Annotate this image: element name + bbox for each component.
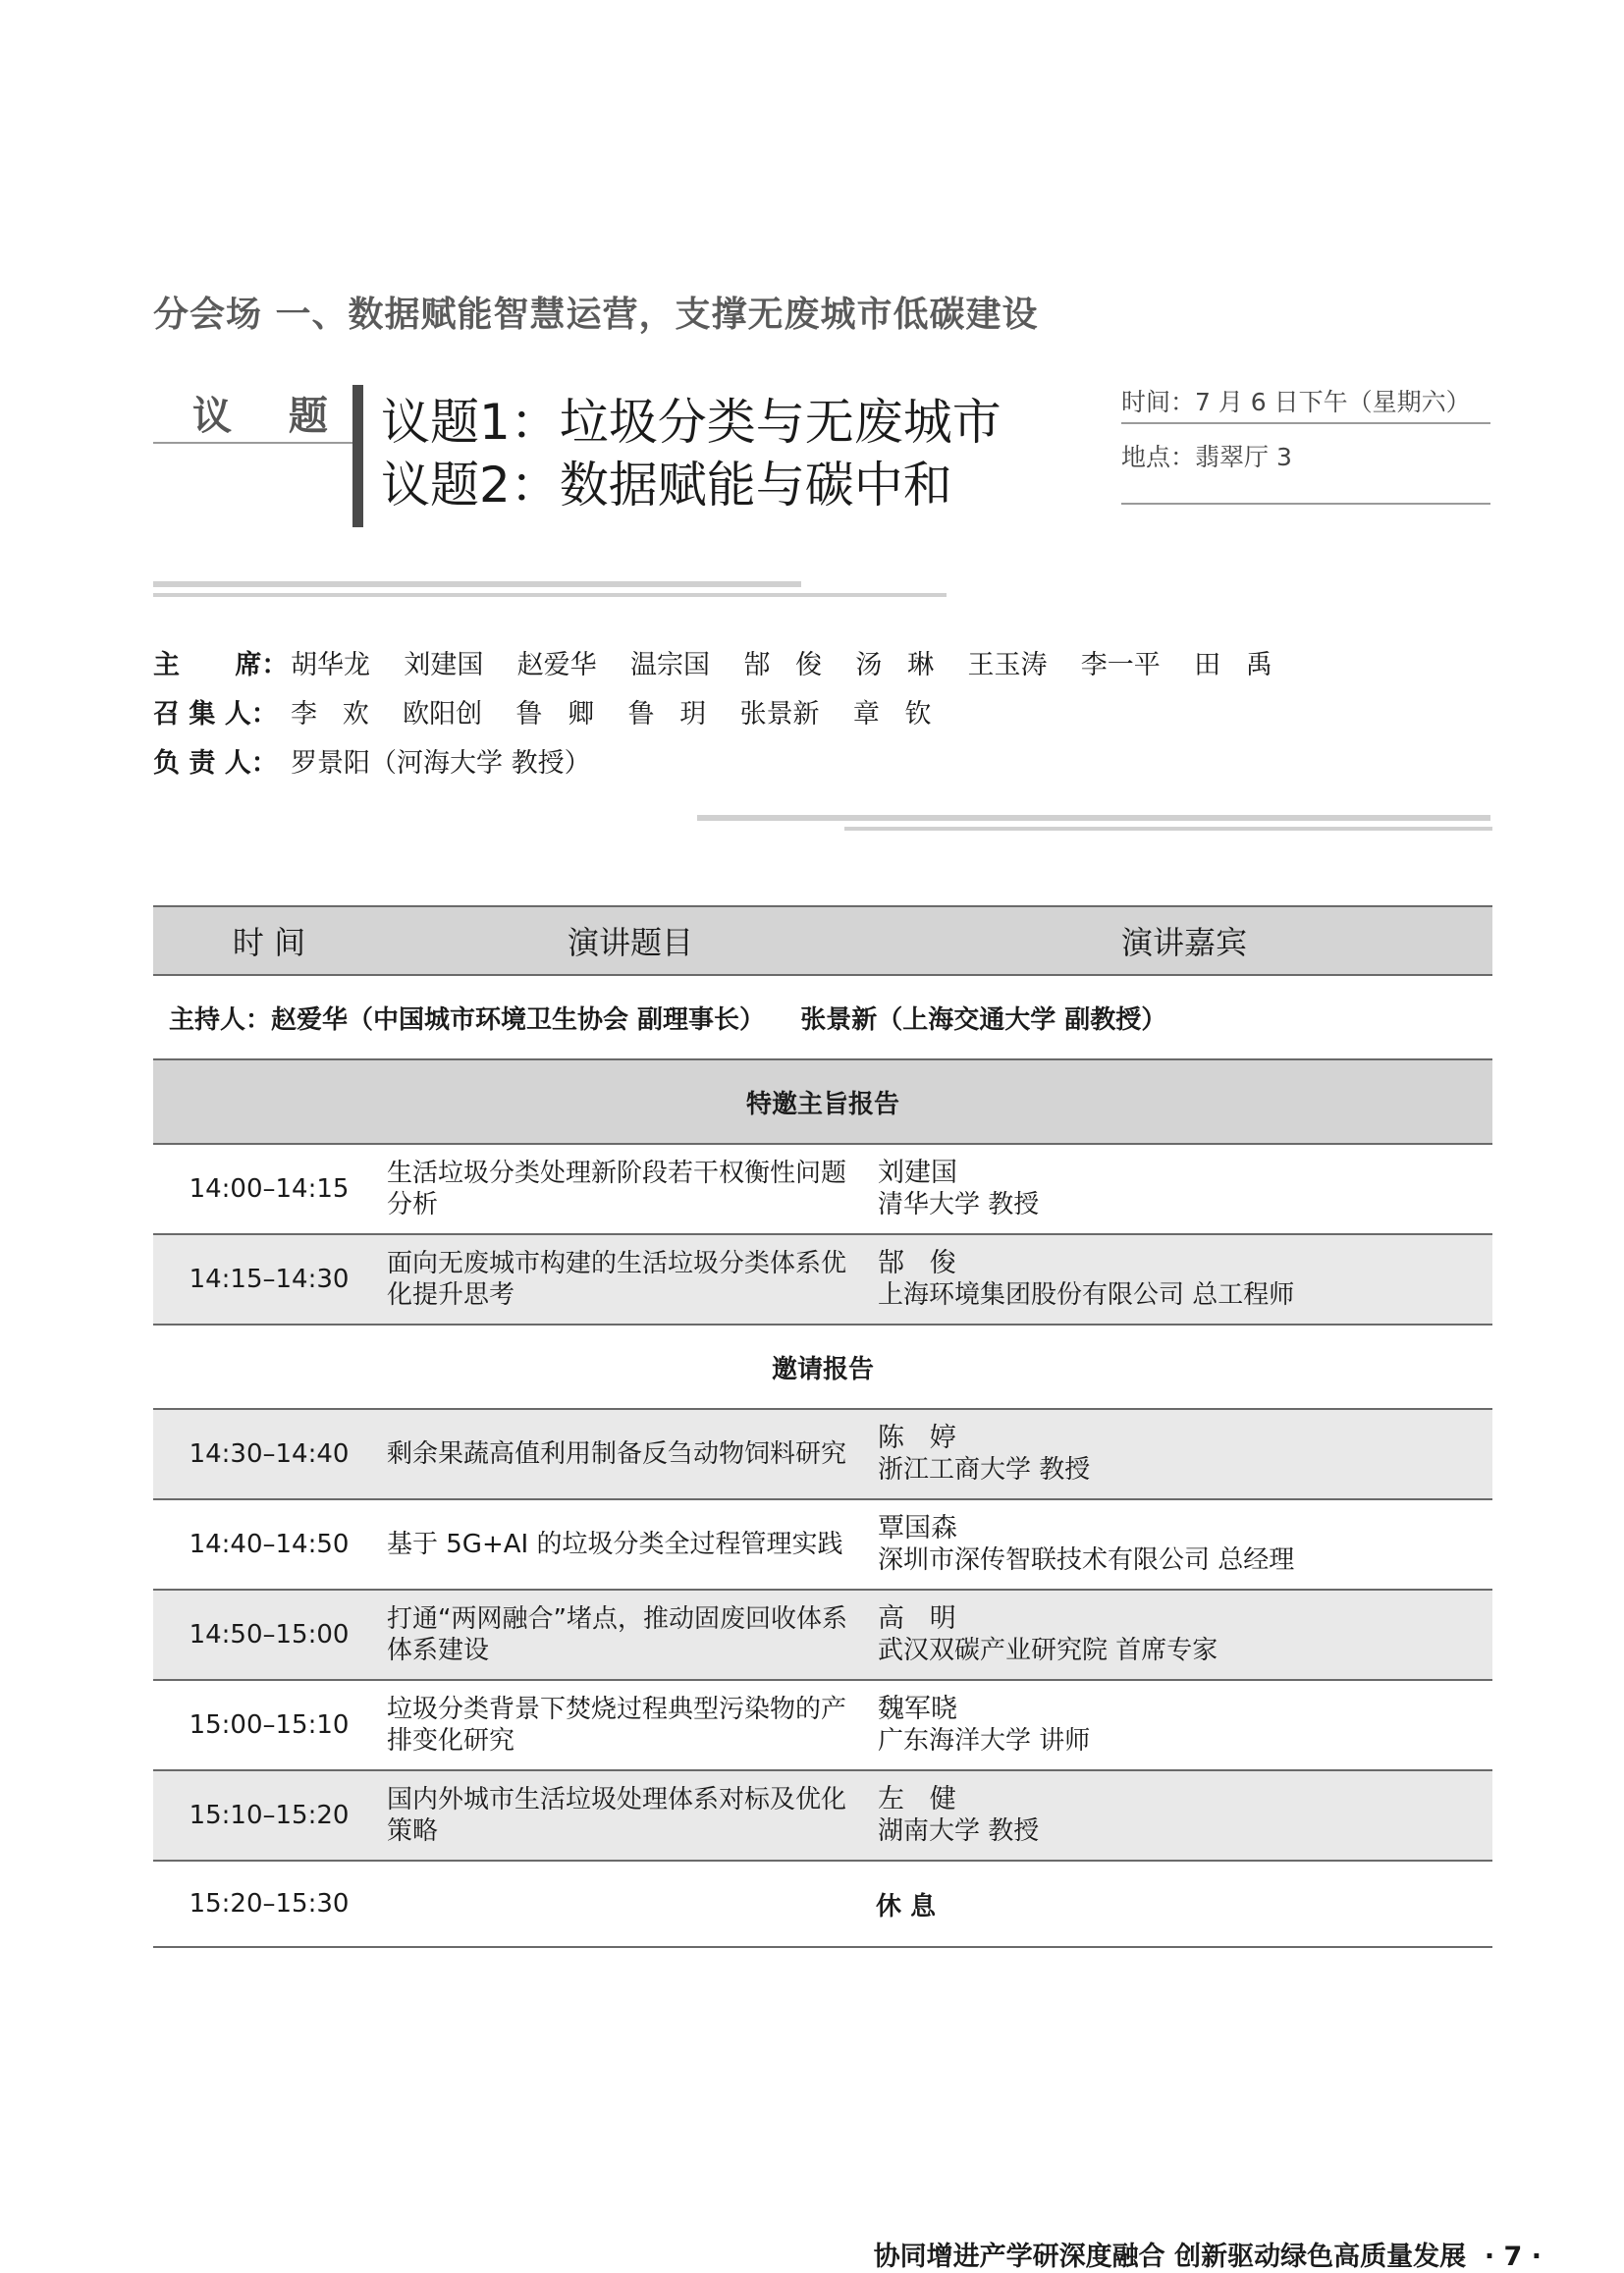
- responsible-row: [153, 741, 591, 780]
- speaker-affiliation: 武汉双碳产业研究院 首席专家: [878, 1636, 1218, 1665]
- speaker-name: 覃国森: [878, 1513, 957, 1543]
- talk-title: 打通“两网融合”堵点，推动固废回收体系体系建设: [385, 1590, 876, 1680]
- speaker-affiliation: 上海环境集团股份有限公司 总工程师: [878, 1280, 1295, 1310]
- speaker-name: 左 健: [878, 1784, 956, 1814]
- topic-1: 议题1：垃圾分类与无废城市: [381, 394, 1001, 451]
- speaker-affiliation: 清华大学 教授: [878, 1190, 1040, 1219]
- header-speaker: 演讲嘉宾: [876, 906, 1492, 975]
- talk-title: 基于 5G+AI 的垃圾分类全过程管理实践: [385, 1499, 876, 1590]
- speaker-name: 刘建国: [878, 1158, 957, 1188]
- talk-speaker: [876, 1409, 1492, 1499]
- header-title: 演讲题目: [385, 906, 876, 975]
- break-time: 15:20–15:30: [153, 1861, 385, 1947]
- table-row: [153, 1590, 1492, 1680]
- speaker-name: 魏军晓: [878, 1694, 957, 1724]
- talk-speaker: [876, 1144, 1492, 1234]
- talk-title: 垃圾分类背景下焚烧过程典型污染物的产排变化研究: [385, 1680, 876, 1770]
- section-row-invited: [153, 1325, 1492, 1409]
- table-header-row: [153, 906, 1492, 975]
- conveners-label: 召 集 人：: [153, 699, 278, 730]
- page-footer: 协同增进产学研深度融合 创新驱动绿色高质量发展 · 7 ·: [873, 2242, 1542, 2272]
- section-keynote-label: 特邀主旨报告: [153, 1059, 1492, 1144]
- topics-label: 议 题: [192, 394, 350, 439]
- break-label: 休 息: [876, 1861, 1492, 1947]
- talk-speaker: [876, 1590, 1492, 1680]
- talk-time: 14:00–14:15: [153, 1144, 385, 1234]
- chairs-names: 胡华龙 刘建国 赵爱华 温宗国 郜 俊 汤 琳 王玉涛 李一平 田 禹: [291, 650, 1272, 680]
- responsible-name: 罗景阳（河海大学 教授）: [291, 748, 591, 779]
- decorative-rule: [153, 593, 947, 597]
- speaker-affiliation: 浙江工商大学 教授: [878, 1455, 1091, 1485]
- talk-time: 15:10–15:20: [153, 1770, 385, 1861]
- meta-divider: [1121, 503, 1490, 505]
- break-spacer: [385, 1861, 876, 1947]
- table-row: [153, 1234, 1492, 1325]
- meta-divider: [1121, 422, 1490, 424]
- header-time: 时 间: [153, 906, 385, 975]
- topics-label-underline: [153, 442, 353, 444]
- conveners-row: [153, 692, 932, 731]
- speaker-name: 陈 婷: [878, 1423, 956, 1453]
- decorative-rule: [153, 581, 801, 587]
- table-row: [153, 1144, 1492, 1234]
- schedule-table: [153, 905, 1492, 1948]
- speaker-affiliation: 广东海洋大学 讲师: [878, 1726, 1091, 1756]
- topic-2: 议题2：数据赋能与碳中和: [381, 457, 952, 514]
- talk-time: 14:40–14:50: [153, 1499, 385, 1590]
- talk-time: 14:30–14:40: [153, 1409, 385, 1499]
- speaker-affiliation: 深圳市深传智联技术有限公司 总经理: [878, 1545, 1295, 1575]
- table-row: [153, 1770, 1492, 1861]
- session-place: 地点：翡翠厅 3: [1121, 443, 1292, 471]
- host-row: [153, 975, 1492, 1059]
- talk-speaker: [876, 1234, 1492, 1325]
- talk-time: 14:15–14:30: [153, 1234, 385, 1325]
- break-row: [153, 1861, 1492, 1947]
- section-row-keynote: [153, 1059, 1492, 1144]
- table-row: [153, 1409, 1492, 1499]
- talk-title: 剩余果蔬高值利用制备反刍动物饲料研究: [385, 1409, 876, 1499]
- talk-title: 面向无废城市构建的生活垃圾分类体系优化提升思考: [385, 1234, 876, 1325]
- talk-title: 生活垃圾分类处理新阶段若干权衡性问题分析: [385, 1144, 876, 1234]
- talk-time: 14:50–15:00: [153, 1590, 385, 1680]
- speaker-name: 高 明: [878, 1603, 956, 1634]
- decorative-rule: [697, 815, 1490, 821]
- session-time: 时间：7 月 6 日下午（星期六）: [1121, 388, 1471, 416]
- talk-title: 国内外城市生活垃圾处理体系对标及优化策略: [385, 1770, 876, 1861]
- speaker-affiliation: 湖南大学 教授: [878, 1816, 1040, 1846]
- talk-speaker: [876, 1680, 1492, 1770]
- speaker-name: 郜 俊: [878, 1248, 956, 1278]
- chairs-label: 主 席：: [153, 650, 289, 680]
- table-row: [153, 1680, 1492, 1770]
- decorative-rule: [844, 827, 1492, 831]
- chairs-row: [153, 643, 1272, 681]
- topics-vertical-bar: [352, 385, 363, 527]
- conveners-names: 李 欢 欧阳创 鲁 卿 鲁 玥 张景新 章 钦: [291, 699, 932, 730]
- host-text: 主持人：赵爱华（中国城市环境卫生协会 副理事长） 张景新（上海交通大学 副教授）: [153, 975, 1492, 1059]
- talk-speaker: [876, 1499, 1492, 1590]
- talk-time: 15:00–15:10: [153, 1680, 385, 1770]
- session-venue-title: 分会场 一、数据赋能智慧运营，支撑无废城市低碳建设: [153, 295, 1039, 335]
- talk-speaker: [876, 1770, 1492, 1861]
- section-invited-label: 邀请报告: [153, 1325, 1492, 1409]
- responsible-label: 负 责 人：: [153, 748, 278, 779]
- table-row: [153, 1499, 1492, 1590]
